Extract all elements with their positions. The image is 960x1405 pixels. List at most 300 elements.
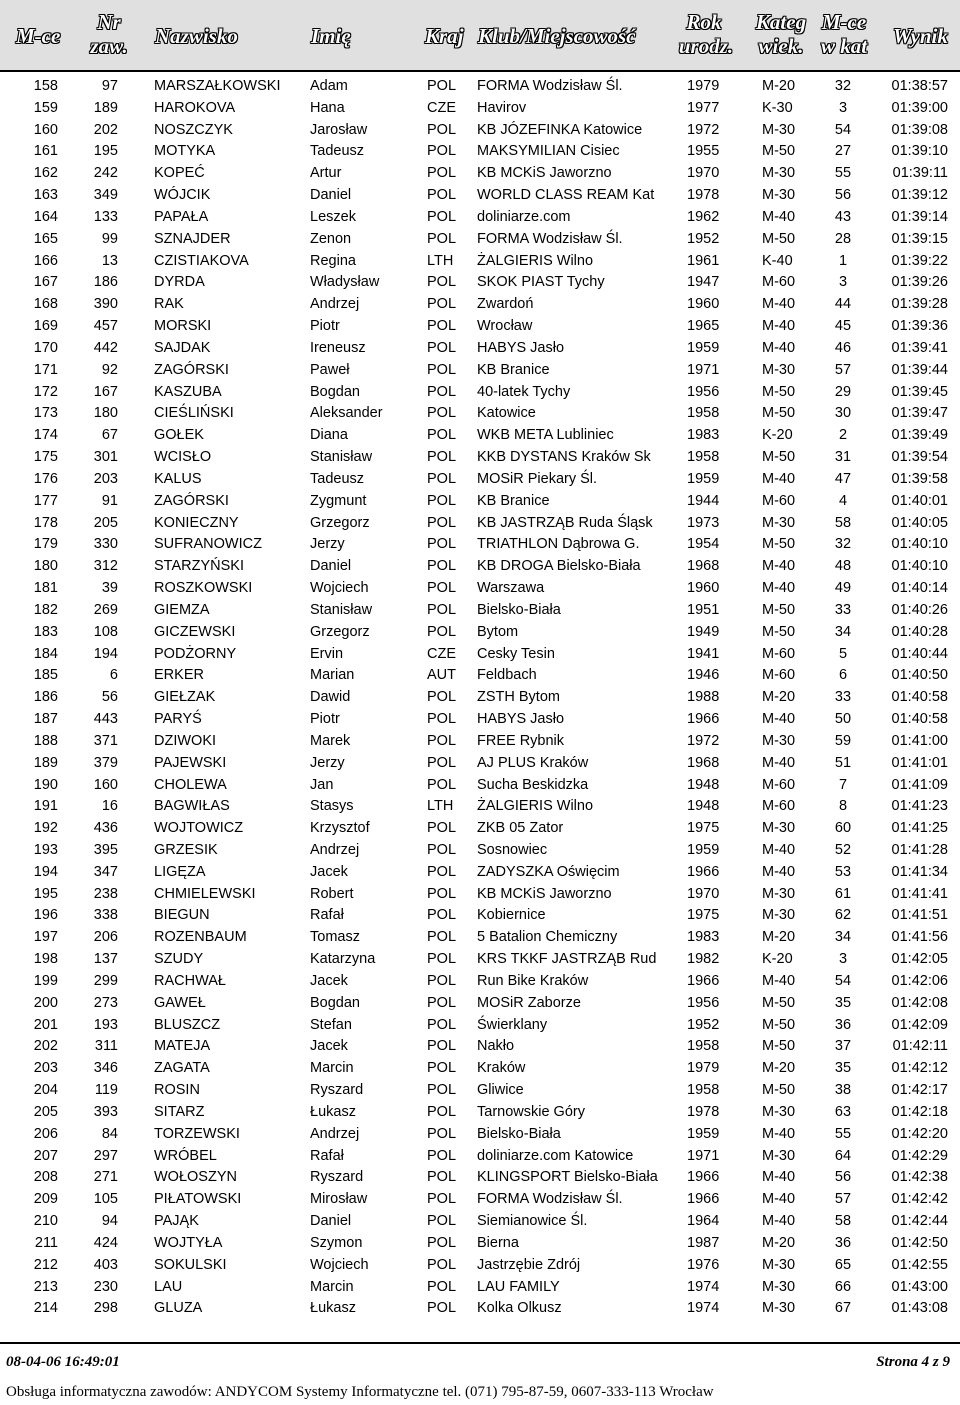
table-row bbox=[0, 163, 960, 185]
result-cell: 01:39:54 bbox=[891, 449, 948, 466]
category-cell: M-50 bbox=[762, 230, 796, 247]
surname-cell: SOKULSKI bbox=[154, 1256, 227, 1273]
position-cell: 177 bbox=[33, 492, 58, 509]
firstname-cell: Grzegorz bbox=[310, 623, 370, 640]
firstname-cell: Łukasz bbox=[310, 1103, 356, 1120]
result-cell: 01:39:08 bbox=[891, 121, 948, 138]
firstname-cell: Rafał bbox=[310, 1147, 344, 1164]
table-row bbox=[0, 818, 960, 840]
country-cell: POL bbox=[427, 1278, 457, 1295]
country-cell: POL bbox=[427, 929, 457, 946]
club-cell: Kolka Olkusz bbox=[477, 1300, 562, 1317]
surname-cell: NOSZCZYK bbox=[154, 121, 233, 138]
birth-year-cell: 1966 bbox=[687, 1191, 720, 1208]
country-cell: POL bbox=[427, 514, 457, 531]
position-cell: 192 bbox=[33, 820, 58, 837]
bib-cell: 311 bbox=[94, 1038, 118, 1055]
country-cell: POL bbox=[427, 885, 457, 902]
position-cell: 187 bbox=[33, 711, 58, 728]
bib-cell: 67 bbox=[101, 427, 118, 444]
category-position-cell: 58 bbox=[834, 1213, 852, 1230]
club-cell: FORMA Wodzisław Śl. bbox=[477, 78, 623, 94]
firstname-cell: Andrzej bbox=[310, 296, 360, 313]
page-number: Strona 4 z 9 bbox=[876, 1354, 950, 1370]
category-cell: M-40 bbox=[762, 711, 796, 728]
firstname-cell: Jan bbox=[310, 776, 334, 793]
header-bib-line1: Nr bbox=[97, 10, 121, 34]
position-cell: 163 bbox=[33, 187, 58, 204]
category-position-cell: 66 bbox=[834, 1278, 852, 1295]
result-cell: 01:41:00 bbox=[891, 732, 948, 749]
table-row bbox=[0, 338, 960, 360]
club-cell: SKOK PIAST Tychy bbox=[477, 274, 605, 291]
category-position-cell: 35 bbox=[834, 994, 852, 1011]
position-cell: 170 bbox=[33, 339, 58, 356]
surname-cell: PAPAŁA bbox=[154, 208, 209, 225]
category-position-cell: 34 bbox=[834, 929, 852, 946]
surname-cell: WOŁOSZYN bbox=[154, 1169, 237, 1186]
surname-cell: PODŻORNY bbox=[154, 645, 237, 662]
country-cell: POL bbox=[427, 318, 457, 335]
category-position-cell: 45 bbox=[834, 318, 852, 335]
club-cell: Feldbach bbox=[477, 667, 537, 684]
country-cell: POL bbox=[427, 1103, 457, 1120]
category-position-cell: 52 bbox=[834, 841, 852, 858]
table-row bbox=[0, 141, 960, 163]
country-cell: POL bbox=[427, 427, 457, 444]
result-cell: 01:41:56 bbox=[891, 929, 948, 946]
country-cell: POL bbox=[427, 405, 457, 422]
position-cell: 195 bbox=[33, 885, 58, 902]
category-position-cell: 34 bbox=[834, 623, 852, 640]
birth-year-cell: 1948 bbox=[687, 776, 720, 793]
table-row bbox=[0, 665, 960, 687]
result-cell: 01:39:22 bbox=[891, 252, 948, 269]
birth-year-cell: 1958 bbox=[687, 405, 720, 422]
country-cell: POL bbox=[427, 1300, 457, 1317]
category-position-cell: 4 bbox=[838, 492, 848, 509]
position-cell: 193 bbox=[33, 841, 58, 858]
position-cell: 159 bbox=[33, 99, 58, 116]
category-position-cell: 33 bbox=[834, 689, 852, 706]
category-cell: M-40 bbox=[762, 318, 796, 335]
surname-cell: BAGWIŁAS bbox=[154, 798, 230, 815]
result-cell: 01:39:49 bbox=[891, 427, 948, 444]
club-cell: ZADYSZKA Oświęcim bbox=[477, 863, 620, 880]
result-cell: 01:39:26 bbox=[891, 274, 948, 291]
club-cell: WKB META Lubliniec bbox=[477, 427, 614, 444]
result-cell: 01:40:01 bbox=[891, 492, 948, 509]
table-row bbox=[0, 1058, 960, 1080]
club-cell: Run Bike Kraków bbox=[477, 972, 589, 989]
result-cell: 01:42:29 bbox=[891, 1147, 948, 1164]
surname-cell: CIEŚLIŃSKI bbox=[154, 405, 234, 422]
club-cell: Bytom bbox=[477, 623, 519, 640]
result-cell: 01:39:15 bbox=[891, 230, 948, 247]
country-cell: POL bbox=[427, 1147, 457, 1164]
result-cell: 01:39:00 bbox=[891, 99, 948, 116]
table-row bbox=[0, 425, 960, 447]
birth-year-cell: 1970 bbox=[687, 885, 720, 902]
bib-cell: 403 bbox=[93, 1256, 118, 1273]
firstname-cell: Tadeusz bbox=[310, 470, 365, 487]
position-cell: 158 bbox=[33, 78, 58, 94]
position-cell: 214 bbox=[33, 1300, 58, 1317]
table-row bbox=[0, 447, 960, 469]
table-row bbox=[0, 840, 960, 862]
firstname-cell: Marian bbox=[310, 667, 355, 684]
result-cell: 01:40:58 bbox=[891, 711, 948, 728]
bib-cell: 205 bbox=[93, 514, 118, 531]
bib-cell: 443 bbox=[93, 711, 118, 728]
result-cell: 01:39:41 bbox=[891, 339, 948, 356]
result-cell: 01:41:34 bbox=[891, 863, 948, 880]
result-cell: 01:39:58 bbox=[891, 470, 948, 487]
position-cell: 204 bbox=[33, 1082, 58, 1099]
position-cell: 186 bbox=[33, 689, 58, 706]
category-cell: M-50 bbox=[762, 1038, 796, 1055]
result-cell: 01:39:45 bbox=[891, 383, 948, 400]
table-row bbox=[0, 796, 960, 818]
birth-year-cell: 1976 bbox=[687, 1256, 720, 1273]
firstname-cell: Stasys bbox=[310, 798, 354, 815]
country-cell: POL bbox=[427, 972, 457, 989]
table-row bbox=[0, 316, 960, 338]
result-cell: 01:39:11 bbox=[892, 165, 948, 182]
club-cell: KLINGSPORT Bielsko-Biała bbox=[477, 1169, 658, 1186]
category-position-cell: 54 bbox=[834, 121, 852, 138]
club-cell: Bielsko-Biała bbox=[477, 1125, 561, 1142]
position-cell: 212 bbox=[33, 1256, 58, 1273]
category-cell: M-50 bbox=[762, 449, 796, 466]
birth-year-cell: 1958 bbox=[687, 449, 720, 466]
birth-year-cell: 1962 bbox=[687, 208, 720, 225]
bib-cell: 349 bbox=[93, 187, 118, 204]
position-cell: 160 bbox=[33, 121, 58, 138]
category-position-cell: 55 bbox=[834, 1125, 852, 1142]
club-cell: Katowice bbox=[477, 405, 536, 422]
bib-cell: 390 bbox=[93, 296, 118, 313]
result-cell: 01:42:55 bbox=[891, 1256, 948, 1273]
category-position-cell: 60 bbox=[834, 820, 852, 837]
country-cell: POL bbox=[427, 121, 457, 138]
birth-year-cell: 1982 bbox=[687, 951, 720, 968]
firstname-cell: Ireneusz bbox=[310, 339, 366, 356]
category-cell: M-50 bbox=[762, 623, 796, 640]
surname-cell: STARZYŃSKI bbox=[154, 558, 244, 575]
firstname-cell: Jacek bbox=[310, 1038, 348, 1055]
birth-year-cell: 1958 bbox=[687, 1038, 720, 1055]
result-cell: 01:42:42 bbox=[891, 1191, 948, 1208]
club-cell: Tarnowskie Góry bbox=[477, 1103, 585, 1120]
club-cell: FREE Rybnik bbox=[477, 732, 565, 749]
result-cell: 01:39:12 bbox=[891, 187, 948, 204]
table-row bbox=[0, 905, 960, 927]
result-cell: 01:41:51 bbox=[891, 907, 948, 924]
firstname-cell: Tadeusz bbox=[310, 143, 365, 160]
birth-year-cell: 1968 bbox=[687, 754, 720, 771]
birth-year-cell: 1959 bbox=[687, 339, 720, 356]
table-row bbox=[0, 1146, 960, 1168]
position-cell: 199 bbox=[33, 972, 58, 989]
position-cell: 189 bbox=[33, 754, 58, 771]
firstname-cell: Robert bbox=[310, 885, 354, 902]
bib-cell: 346 bbox=[93, 1060, 118, 1077]
category-position-cell: 49 bbox=[834, 580, 852, 597]
bib-cell: 194 bbox=[93, 645, 118, 662]
birth-year-cell: 1966 bbox=[687, 863, 720, 880]
country-cell: POL bbox=[427, 1082, 457, 1099]
birth-year-cell: 1972 bbox=[687, 732, 720, 749]
position-cell: 172 bbox=[33, 383, 58, 400]
bib-cell: 393 bbox=[93, 1103, 118, 1120]
country-cell: POL bbox=[427, 165, 457, 182]
header-category-position-line1: M-ce bbox=[821, 10, 867, 34]
country-cell: POL bbox=[427, 1191, 457, 1208]
category-cell: M-30 bbox=[762, 1256, 796, 1273]
category-cell: K-20 bbox=[762, 951, 793, 968]
result-cell: 01:42:38 bbox=[891, 1169, 948, 1186]
bib-cell: 338 bbox=[93, 907, 118, 924]
category-position-cell: 65 bbox=[834, 1256, 852, 1273]
bib-cell: 91 bbox=[101, 492, 118, 509]
firstname-cell: Daniel bbox=[310, 187, 352, 204]
country-cell: POL bbox=[427, 296, 457, 313]
table-row bbox=[0, 76, 960, 98]
table-row bbox=[0, 1211, 960, 1233]
club-cell: Cesky Tesin bbox=[477, 645, 555, 662]
results-table bbox=[0, 76, 960, 1320]
category-position-cell: 3 bbox=[838, 99, 848, 116]
position-cell: 175 bbox=[33, 449, 58, 466]
category-position-cell: 30 bbox=[834, 405, 852, 422]
birth-year-cell: 1954 bbox=[687, 536, 720, 553]
club-cell: KB MCKiS Jaworzno bbox=[477, 165, 612, 182]
category-cell: M-50 bbox=[762, 1082, 796, 1099]
category-cell: M-20 bbox=[762, 929, 796, 946]
position-cell: 207 bbox=[33, 1147, 58, 1164]
result-cell: 01:42:44 bbox=[891, 1213, 948, 1230]
birth-year-cell: 1947 bbox=[687, 274, 720, 291]
club-cell: Kraków bbox=[477, 1060, 526, 1077]
position-cell: 179 bbox=[33, 536, 58, 553]
category-cell: M-30 bbox=[762, 820, 796, 837]
firstname-cell: Jerzy bbox=[310, 754, 345, 771]
bib-cell: 395 bbox=[93, 841, 118, 858]
birth-year-cell: 1944 bbox=[687, 492, 720, 509]
position-cell: 188 bbox=[33, 732, 58, 749]
result-cell: 01:39:28 bbox=[891, 296, 948, 313]
result-cell: 01:43:00 bbox=[891, 1278, 948, 1295]
bib-cell: 108 bbox=[93, 623, 118, 640]
position-cell: 176 bbox=[33, 470, 58, 487]
club-cell: ŻALGIERIS Wilno bbox=[477, 798, 594, 815]
birth-year-cell: 1959 bbox=[687, 1125, 720, 1142]
header-category-line2: wiek. bbox=[758, 34, 804, 58]
club-cell: MAKSYMILIAN Cisiec bbox=[477, 143, 620, 160]
country-cell: POL bbox=[427, 208, 457, 225]
result-cell: 01:43:08 bbox=[891, 1300, 948, 1317]
print-timestamp: 08-04-06 16:49:01 bbox=[6, 1354, 120, 1370]
result-cell: 01:42:12 bbox=[891, 1060, 948, 1077]
category-cell: M-40 bbox=[762, 296, 796, 313]
surname-cell: LAU bbox=[154, 1278, 183, 1295]
firstname-cell: Piotr bbox=[310, 318, 340, 335]
category-cell: M-40 bbox=[762, 580, 796, 597]
country-cell: POL bbox=[427, 951, 457, 968]
category-position-cell: 46 bbox=[834, 339, 852, 356]
category-position-cell: 27 bbox=[834, 143, 852, 160]
result-cell: 01:40:58 bbox=[891, 689, 948, 706]
position-cell: 182 bbox=[33, 601, 58, 618]
firstname-cell: Andrzej bbox=[310, 1125, 360, 1142]
result-cell: 01:39:47 bbox=[891, 405, 948, 422]
surname-cell: MARSZAŁKOWSKI bbox=[154, 78, 281, 94]
club-cell: Wrocław bbox=[477, 318, 533, 335]
country-cell: POL bbox=[427, 383, 457, 400]
club-cell: HABYS Jasło bbox=[477, 711, 565, 728]
category-cell: M-60 bbox=[762, 798, 796, 815]
firstname-cell: Daniel bbox=[310, 1213, 352, 1230]
table-row bbox=[0, 862, 960, 884]
birth-year-cell: 1951 bbox=[687, 601, 720, 618]
club-cell: 5 Batalion Chemiczny bbox=[477, 929, 618, 946]
category-position-cell: 51 bbox=[834, 754, 852, 771]
organizer-info: Obsługa informatyczna zawodów: ANDYCOM Systemy Informatyczne tel. (071) 795-87-59, 0607-333-113 Wrocław bbox=[6, 1384, 714, 1400]
bib-cell: 193 bbox=[93, 1016, 118, 1033]
firstname-cell: Diana bbox=[310, 427, 348, 444]
surname-cell: WCISŁO bbox=[154, 449, 212, 466]
table-row bbox=[0, 556, 960, 578]
category-position-cell: 32 bbox=[834, 78, 852, 94]
birth-year-cell: 1964 bbox=[687, 1213, 720, 1230]
surname-cell: SUFRANOWICZ bbox=[154, 536, 262, 553]
club-cell: Siemianowice Śl. bbox=[477, 1213, 588, 1230]
result-cell: 01:40:28 bbox=[891, 623, 948, 640]
result-cell: 01:40:10 bbox=[891, 558, 948, 575]
category-cell: M-50 bbox=[762, 1016, 796, 1033]
result-cell: 01:42:09 bbox=[891, 1016, 948, 1033]
category-cell: M-20 bbox=[762, 1234, 796, 1251]
firstname-cell: Zygmunt bbox=[310, 492, 367, 509]
country-cell: AUT bbox=[427, 667, 456, 684]
result-cell: 01:39:44 bbox=[891, 361, 948, 378]
bib-cell: 39 bbox=[101, 580, 118, 597]
surname-cell: GIEMZA bbox=[154, 601, 210, 618]
bib-cell: 186 bbox=[93, 274, 118, 291]
surname-cell: ZAGÓRSKI bbox=[154, 361, 229, 378]
country-cell: POL bbox=[427, 841, 457, 858]
surname-cell: TORZEWSKI bbox=[154, 1125, 240, 1142]
category-position-cell: 67 bbox=[834, 1300, 852, 1317]
firstname-cell: Marcin bbox=[310, 1278, 354, 1295]
club-cell: KB Branice bbox=[477, 361, 550, 378]
result-cell: 01:42:17 bbox=[891, 1082, 948, 1099]
club-cell: 40-latek Tychy bbox=[477, 383, 571, 400]
club-cell: Bierna bbox=[477, 1234, 519, 1251]
club-cell: ZSTH Bytom bbox=[477, 689, 560, 706]
category-position-cell: 64 bbox=[834, 1147, 852, 1164]
category-cell: M-30 bbox=[762, 1147, 796, 1164]
birth-year-cell: 1971 bbox=[687, 1147, 720, 1164]
bib-cell: 56 bbox=[101, 689, 118, 706]
country-cell: POL bbox=[427, 1169, 457, 1186]
country-cell: POL bbox=[427, 711, 457, 728]
position-cell: 203 bbox=[33, 1060, 58, 1077]
bib-cell: 206 bbox=[93, 929, 118, 946]
result-cell: 01:40:44 bbox=[891, 645, 948, 662]
surname-cell: GAWEŁ bbox=[154, 994, 206, 1011]
birth-year-cell: 1977 bbox=[687, 99, 720, 116]
position-cell: 185 bbox=[33, 667, 58, 684]
surname-cell: PIŁATOWSKI bbox=[154, 1191, 242, 1208]
firstname-cell: Bogdan bbox=[310, 994, 360, 1011]
category-cell: M-40 bbox=[762, 1169, 796, 1186]
bib-cell: 424 bbox=[93, 1234, 118, 1251]
country-cell: POL bbox=[427, 623, 457, 640]
table-row bbox=[0, 491, 960, 513]
country-cell: POL bbox=[427, 558, 457, 575]
country-cell: POL bbox=[427, 187, 457, 204]
table-row bbox=[0, 403, 960, 425]
country-cell: CZE bbox=[427, 99, 456, 116]
club-cell: Havirov bbox=[477, 99, 527, 116]
result-cell: 01:41:23 bbox=[891, 798, 948, 815]
category-position-cell: 55 bbox=[834, 165, 852, 182]
firstname-cell: Regina bbox=[310, 252, 356, 269]
birth-year-cell: 1978 bbox=[687, 1103, 720, 1120]
birth-year-cell: 1941 bbox=[687, 645, 720, 662]
bib-cell: 180 bbox=[93, 405, 118, 422]
birth-year-cell: 1978 bbox=[687, 187, 720, 204]
table-row bbox=[0, 1255, 960, 1277]
table-row bbox=[0, 644, 960, 666]
country-cell: LTH bbox=[427, 798, 454, 815]
birth-year-cell: 1966 bbox=[687, 972, 720, 989]
position-cell: 201 bbox=[33, 1016, 58, 1033]
birth-year-cell: 1952 bbox=[687, 230, 720, 247]
bib-cell: 105 bbox=[93, 1191, 118, 1208]
birth-year-cell: 1959 bbox=[687, 470, 720, 487]
firstname-cell: Wojciech bbox=[310, 1256, 369, 1273]
country-cell: POL bbox=[427, 732, 457, 749]
birth-year-cell: 1966 bbox=[687, 1169, 720, 1186]
birth-year-cell: 1987 bbox=[687, 1234, 720, 1251]
surname-cell: DZIWOKI bbox=[154, 732, 217, 749]
table-row bbox=[0, 1298, 960, 1320]
position-cell: 166 bbox=[33, 252, 58, 269]
bib-cell: 133 bbox=[93, 208, 118, 225]
header-category-line1: Kateg bbox=[755, 10, 807, 34]
country-cell: POL bbox=[427, 907, 457, 924]
club-cell: Zwardoń bbox=[477, 296, 534, 313]
birth-year-cell: 1972 bbox=[687, 121, 720, 138]
club-cell: KB DROGA Bielsko-Biała bbox=[477, 558, 641, 575]
category-cell: M-40 bbox=[762, 208, 796, 225]
table-row bbox=[0, 1080, 960, 1102]
category-cell: M-30 bbox=[762, 732, 796, 749]
bib-cell: 160 bbox=[93, 776, 118, 793]
position-cell: 162 bbox=[33, 165, 58, 182]
footer-divider bbox=[0, 1342, 960, 1344]
category-position-cell: 33 bbox=[834, 601, 852, 618]
bib-cell: 238 bbox=[93, 885, 118, 902]
surname-cell: LIGĘZA bbox=[154, 863, 206, 880]
result-cell: 01:40:10 bbox=[891, 536, 948, 553]
club-cell: doliniarze.com Katowice bbox=[477, 1147, 634, 1164]
result-cell: 01:40:05 bbox=[891, 514, 948, 531]
category-position-cell: 6 bbox=[838, 667, 848, 684]
